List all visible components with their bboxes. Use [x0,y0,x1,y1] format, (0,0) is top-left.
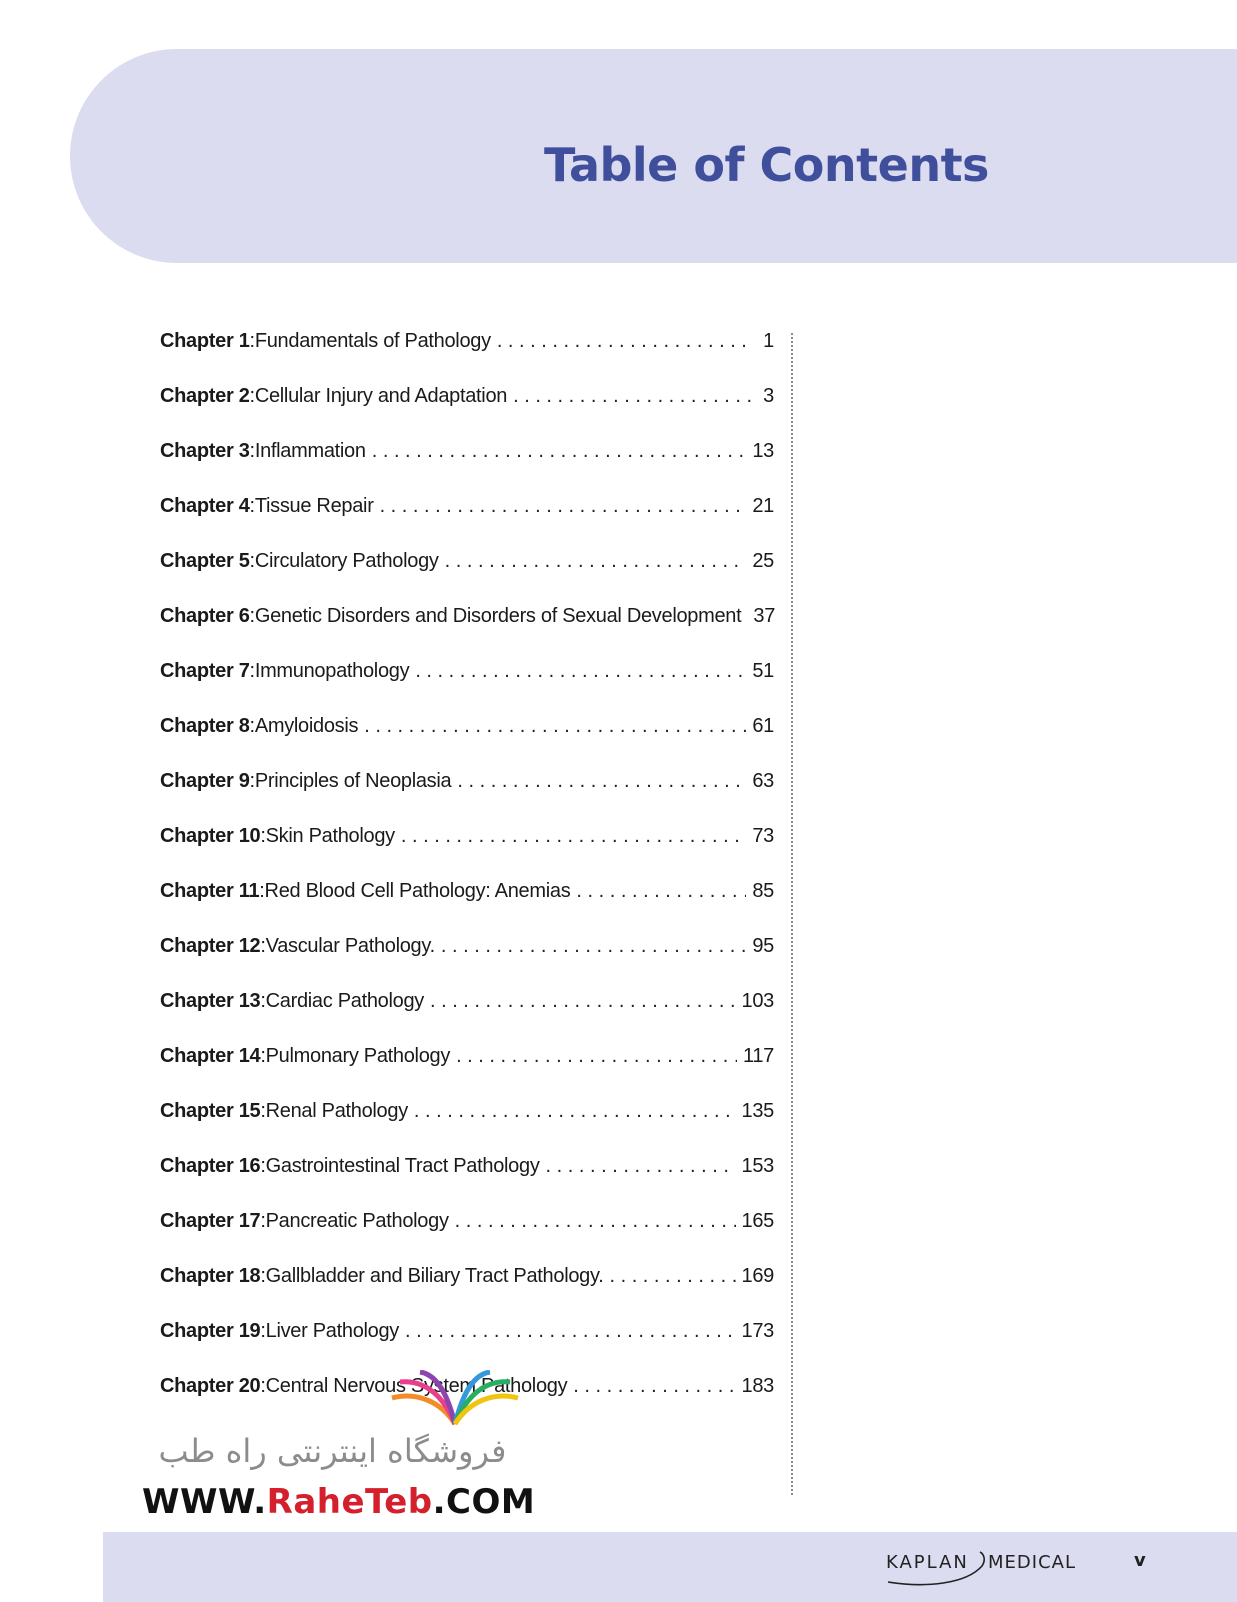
watermark-brand: RaheTeb [266,1482,433,1522]
kaplan-medical-logo [886,1548,1076,1588]
toc-entry[interactable]: Chapter 2 : Cellular Injury and Adaptation . . . 3 [160,385,774,440]
dot-leader [513,385,754,408]
chapter-number: Chapter 6 [160,605,250,627]
chapter-title: Genetic Disorders and Disorders of Sexual Development [254,605,742,627]
page-number: 3 [763,385,774,407]
chapter-title: Central Nervous System Pathology [265,1375,568,1397]
dot-leader [456,1045,737,1068]
chapter-title: Cardiac Pathology [265,990,424,1012]
dot-leader [380,495,747,518]
dot-leader [430,990,736,1013]
chapter-number: Chapter 12 [160,935,261,957]
dot-leader [497,330,754,353]
toc-entry[interactable]: Chapter 18 : Gallbladder and Biliary Tract Pathology. . . . 169 [160,1265,774,1320]
toc-entry[interactable]: Chapter 7 : Immunopathology . . . 51 [160,660,774,715]
chapter-number: Chapter 7 [160,660,250,682]
watermark-url[interactable]: WWW.RaheTeb.COM [142,1482,536,1522]
page-number: 63 [752,770,774,792]
page-number: 183 [741,1375,774,1397]
page-number: 173 [741,1320,774,1342]
toc-entry[interactable]: Chapter 3 : Inflammation . . . 13 [160,440,774,495]
toc-entry[interactable]: Chapter 12 : Vascular Pathology. . . . 95 [160,935,774,990]
publisher-suffix: MEDICAL [988,1552,1076,1573]
page-number: 135 [741,1100,774,1122]
chapter-title: Principles of Neoplasia [254,770,452,792]
chapter-number: Chapter 14 [160,1045,261,1067]
dot-leader [457,770,746,793]
dot-leader [441,935,746,958]
page-number: 51 [752,660,774,682]
toc-entry[interactable]: Chapter 19 : Liver Pathology . . . 173 [160,1320,774,1375]
toc-entry[interactable]: Chapter 9 : Principles of Neoplasia . . . 63 [160,770,774,825]
toc-entry[interactable]: Chapter 14 : Pulmonary Pathology . . . 117 [160,1045,774,1100]
chapter-number: Chapter 3 [160,440,250,462]
chapter-title: Circulatory Pathology [254,550,439,572]
page-number: 61 [752,715,774,737]
chapter-title: Gastrointestinal Tract Pathology [265,1155,540,1177]
toc-entry[interactable]: Chapter 4 : Tissue Repair . . . 21 [160,495,774,550]
page-number: 37 [753,605,776,627]
chapter-number: Chapter 8 [160,715,250,737]
chapter-number: Chapter 9 [160,770,250,792]
chapter-number: Chapter 17 [160,1210,261,1232]
publisher-name: KAPLAN [886,1552,969,1573]
page-number: 153 [741,1155,774,1177]
toc-entry[interactable]: Chapter 15 : Renal Pathology . . . 135 [160,1100,774,1155]
watermark [140,1370,536,1530]
chapter-title: Pulmonary Pathology [265,1045,451,1067]
toc-entry[interactable]: Chapter 8 : Amyloidosis . . . 61 [160,715,774,770]
chapter-title: Liver Pathology [265,1320,400,1342]
page-number: 73 [752,825,774,847]
toc-entry[interactable]: Chapter 5 : Circulatory Pathology . . . 25 [160,550,774,605]
toc-entry[interactable]: Chapter 20 : Central Nervous System Pathology . . . 183 [160,1375,774,1430]
page-number: 117 [743,1045,774,1067]
toc-entry[interactable]: Chapter 1 : Fundamentals of Pathology . . . 1 [160,330,774,385]
dot-leader [364,715,746,738]
chapter-title: Tissue Repair [254,495,374,517]
chapter-title: Cellular Injury and Adaptation [254,385,508,407]
chapter-title: Fundamentals of Pathology [254,330,491,352]
page-folio: v [1134,1550,1146,1571]
dot-leader [546,1155,736,1178]
dot-leader [576,880,746,903]
chapter-number: Chapter 19 [160,1320,261,1342]
page-number: 95 [752,935,774,957]
dot-leader [405,1320,736,1343]
toc-entry[interactable]: Chapter 11 : Red Blood Cell Pathology: Anemias . . . 85 [160,880,774,935]
dot-leader [455,1210,736,1233]
chapter-number: Chapter 13 [160,990,261,1012]
chapter-title: Red Blood Cell Pathology: Anemias [264,880,571,902]
dot-leader [573,1375,735,1398]
chapter-number: Chapter 18 [160,1265,261,1287]
open-book-icon [390,1370,520,1426]
chapter-number: Chapter 16 [160,1155,261,1177]
chapter-number: Chapter 2 [160,385,250,407]
toc-entry[interactable]: Chapter 6 : Genetic Disorders and Disorders of Sexual Development 37 [160,605,776,627]
chapter-title: Renal Pathology [265,1100,408,1122]
chapter-number: Chapter 20 [160,1375,261,1397]
chapter-number: Chapter 4 [160,495,250,517]
chapter-title: Pancreatic Pathology [265,1210,449,1232]
chapter-number: Chapter 11 [160,880,260,902]
page-number: 21 [752,495,774,517]
chapter-number: Chapter 10 [160,825,261,847]
chapter-title: Inflammation [254,440,366,462]
chapter-title: Skin Pathology [265,825,395,847]
dot-leader [609,1265,735,1288]
chapter-title: Immunopathology [254,660,410,682]
page-number: 1 [763,330,774,352]
page-number: 13 [752,440,774,462]
logo-swoosh-icon [886,1548,996,1588]
dot-leader [372,440,747,463]
page-number: 25 [752,550,774,572]
toc-entry[interactable]: Chapter 17 : Pancreatic Pathology . . . 165 [160,1210,774,1265]
dot-leader [415,660,746,683]
page-number: 103 [741,990,774,1012]
page-title: Table of Contents [544,138,989,192]
chapter-number: Chapter 1 [160,330,250,352]
table-of-contents [160,330,774,1430]
chapter-number: Chapter 15 [160,1100,261,1122]
toc-entry[interactable]: Chapter 16 : Gastrointestinal Tract Pathology . . . 153 [160,1155,774,1210]
dot-leader [445,550,747,573]
dot-leader [414,1100,736,1123]
chapter-number: Chapter 5 [160,550,250,572]
chapter-title: Gallbladder and Biliary Tract Pathology. [265,1265,604,1287]
toc-entry[interactable]: Chapter 10 : Skin Pathology . . . 73 [160,825,774,880]
page-number: 85 [752,880,774,902]
chapter-title: Amyloidosis [254,715,359,737]
watermark-store-name: فروشگاه اینترنتی راه طب [158,1432,507,1470]
dotted-column-divider [791,333,793,1495]
page-number: 169 [741,1265,774,1287]
page-number: 165 [741,1210,774,1232]
toc-entry[interactable]: Chapter 13 : Cardiac Pathology . . . 103 [160,990,774,1045]
chapter-title: Vascular Pathology. [265,935,435,957]
dot-leader [401,825,746,848]
